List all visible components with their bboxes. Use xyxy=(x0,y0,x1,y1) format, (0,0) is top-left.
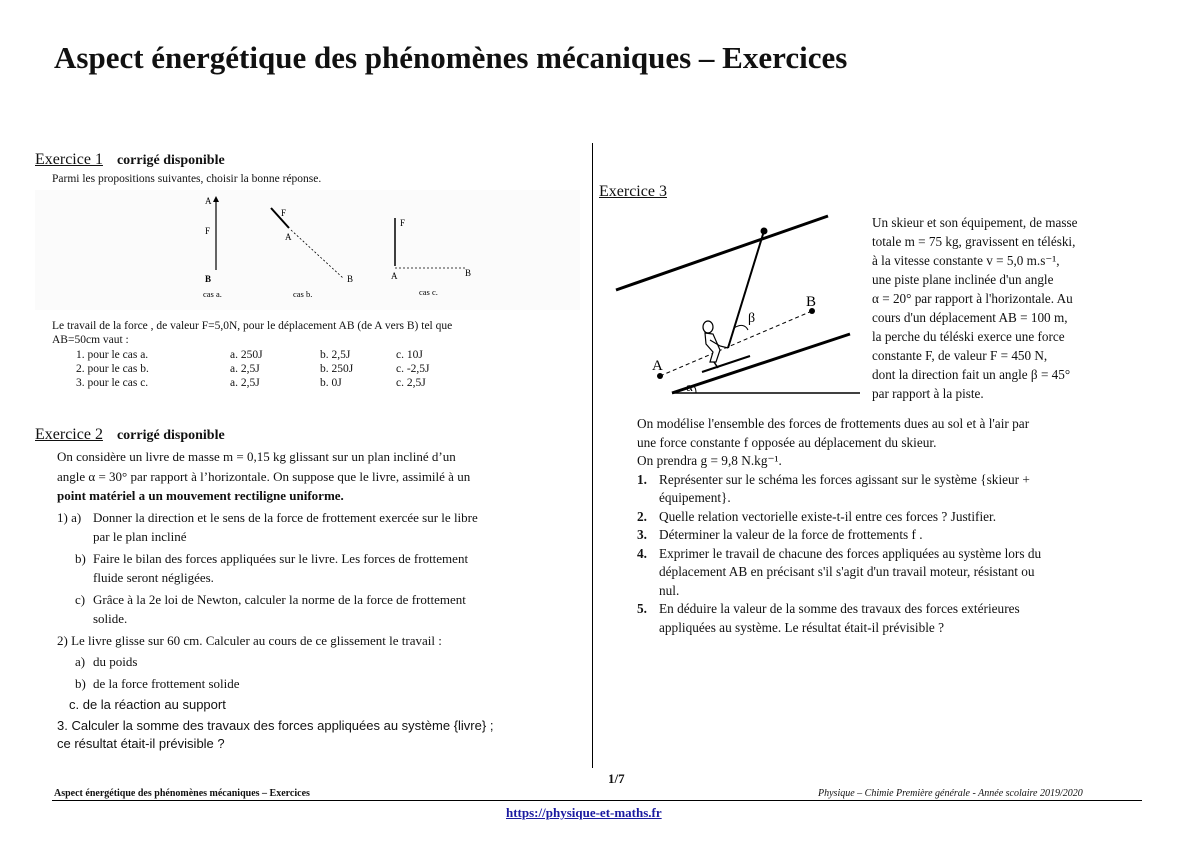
ex3-fig-beta: β xyxy=(748,311,756,326)
ex1-statement xyxy=(52,319,552,347)
ex2-q1a-line1: Donner la direction et le sens de la force de frottement exercée sur le libre xyxy=(93,509,478,525)
page-number: 1/7 xyxy=(608,771,625,786)
ex2-q2a-num: a) xyxy=(75,654,86,669)
ex2-q1c-line1: Grâce à la 2e loi de Newton, calculer la norme de la force de frottement xyxy=(93,591,466,607)
ex3-text-line: α = 20° par rapport à l'horizontale. Au xyxy=(872,291,1073,306)
footer-right: Physique – Chimie Première générale - Année scolaire 2019/2020 xyxy=(818,788,1083,799)
ex3-fig-cable xyxy=(616,216,828,290)
ex1-fig-a-F: F xyxy=(205,226,211,236)
ex2-q3-line1: 3. Calculer la somme des travaux des forces appliquées au système {livre} ; xyxy=(57,717,494,733)
ex3-text-line: à la vitesse constante v = 5,0 m.s⁻¹, xyxy=(872,253,1060,268)
ex2-heading xyxy=(35,426,225,444)
ex1-figure xyxy=(35,190,580,310)
ex3-item-1-l1: Représenter sur le schéma les forces agissant sur le système {skieur + xyxy=(659,471,1030,487)
ex3-text-line: par rapport à la piste. xyxy=(872,386,984,401)
ex1-fig-c-B: B xyxy=(465,268,472,278)
footer-left: Aspect énergétique des phénomènes mécaniques – Exercices xyxy=(54,788,310,799)
ex1-heading xyxy=(35,151,225,169)
ex3-item-5-num: 5. xyxy=(637,601,647,616)
table-row xyxy=(76,376,430,390)
ex2-q2b-text: de la force frottement solide xyxy=(93,675,240,691)
ex3-item-3 xyxy=(637,526,1127,545)
table-row xyxy=(76,362,430,376)
ex1-q1: 1. pour le cas a. xyxy=(76,349,149,361)
ex3-fig-slope xyxy=(672,334,850,393)
ex1-fig-c-F: F xyxy=(400,218,406,228)
ex3-text-line: une piste plane inclinée d'un angle xyxy=(872,272,1054,287)
ex2-q2: 2) Le livre glisse sur 60 cm. Calculer au cours de ce glissement le travail : xyxy=(57,632,442,648)
ex2-q1b-line1: Faire le bilan des forces appliquées sur le livre. Les forces de frottement xyxy=(93,550,469,566)
ex2-q1c-num: c) xyxy=(75,591,86,607)
ex1-fig-a-A: A xyxy=(205,196,212,206)
ex3-item-1 xyxy=(637,471,1127,508)
ex2-q1a xyxy=(57,508,567,547)
ex1-q1-c: c. 10J xyxy=(396,349,423,361)
ex1-statement-line1: Le travail de la force , de valeur F=5,0N, pour le déplacement AB (de A vers B) tel que xyxy=(52,320,453,332)
ex1-q1-a: a. 250J xyxy=(230,349,263,361)
ex2-q2b xyxy=(57,674,567,694)
ex2-intro-3: point matériel a un mouvement rectiligne uniforme. xyxy=(57,488,344,503)
ex1-q2-b: b. 250J xyxy=(320,363,354,375)
ex3-text-line: dont la direction fait un angle β = 45° xyxy=(872,367,1071,382)
ex3-body xyxy=(637,415,1127,637)
ex3-item-4 xyxy=(637,545,1127,601)
ex3-text-line: constante F, de valeur F = 450 N, xyxy=(872,348,1048,363)
ex1-answers-table xyxy=(76,348,430,390)
ex1-fig-b-F: F xyxy=(281,208,287,218)
ex3-description xyxy=(872,213,1122,403)
ex2-q1a-line2: par le plan incliné xyxy=(93,529,187,544)
ex3-text-line: Un skieur et son équipement, de masse xyxy=(872,215,1078,230)
ex3-text-line: la perche du téléski exerce une force xyxy=(872,329,1065,344)
ex1-fig-c-caption: cas c. xyxy=(419,287,438,297)
ex3-item-5 xyxy=(637,600,1127,637)
ex3-heading xyxy=(599,183,667,201)
ex1-q3-c: c. 2,5J xyxy=(396,377,426,389)
ex3-item-4-num: 4. xyxy=(637,545,647,561)
ex2-q2a xyxy=(57,652,567,672)
ex3-item-5-l1: En déduire la valeur de la somme des travaux des forces extérieures xyxy=(659,601,1020,616)
ex2-q1b xyxy=(57,549,567,588)
ex3-fig-A: A xyxy=(652,358,663,374)
website-link[interactable]: https://physique-et-maths.fr xyxy=(506,805,662,820)
ex3-text-line: cours d'un déplacement AB = 100 m, xyxy=(872,310,1068,325)
ex3-item-2 xyxy=(637,508,1127,527)
ex3-item-2-l1: Quelle relation vectorielle existe-t-il entre ces forces ? Justifier. xyxy=(659,508,997,524)
ex3-text-line: totale m = 75 kg, gravissent en téléski, xyxy=(872,234,1076,249)
column-divider xyxy=(592,143,593,768)
ex2-q2a-text: du poids xyxy=(93,654,138,669)
ex2-q3-line2: ce résultat était-il prévisible ? xyxy=(57,735,225,751)
ex2-q1c xyxy=(57,590,567,629)
ex2-q2c: c. de la réaction au support xyxy=(69,697,226,712)
ex3-model-1: On modélise l'ensemble des forces de frottements dues au sol et à l'air par xyxy=(637,416,1030,431)
ex2-q1b-num: b) xyxy=(75,550,86,566)
ex3-fig-alpha: α xyxy=(686,379,693,394)
ex2-intro-2: angle α = 30° par rapport à l’horizontale. On suppose que le livre, assimilé à un xyxy=(57,468,471,484)
ex1-fig-a-caption: cas a. xyxy=(203,289,222,299)
ex3-item-5-l2: appliquées au système. Le résultat était-il prévisible ? xyxy=(659,619,945,635)
ex1-q2-a: a. 2,5J xyxy=(230,363,260,375)
page-title: Aspect énergétique des phénomènes mécaniques – Exercices xyxy=(54,40,848,75)
ex3-model-3: On prendra g = 9,8 N.kg⁻¹. xyxy=(637,453,782,468)
ex1-fig-b-A: A xyxy=(285,232,292,242)
ex1-fig-b-B: B xyxy=(347,274,354,284)
ex3-item-1-num: 1. xyxy=(637,471,647,487)
ex3-item-4-l2: déplacement AB en précisant s'il s'agit d'un travail moteur, résistant ou xyxy=(659,564,1035,579)
ex1-q3: 3. pour le cas c. xyxy=(76,377,149,389)
ex2-q1b-line2: fluide seront négligées. xyxy=(93,570,214,585)
ex1-fig-c-A: A xyxy=(391,271,398,281)
ex2-q1c-line2: solide. xyxy=(93,611,128,626)
ex1-fig-a-B: B xyxy=(205,274,212,284)
ex3-label: Exercice 3 xyxy=(599,183,667,200)
ex2-q2b-num: b) xyxy=(75,675,86,691)
ex3-fig-skier xyxy=(702,321,750,372)
ex3-item-3-l1: Déterminer la valeur de la force de frottements f . xyxy=(659,527,923,542)
ex2-q1a-num: 1) a) xyxy=(57,509,82,525)
ex2-note: corrigé disponible xyxy=(116,428,225,443)
ex3-item-4-l1: Exprimer le travail de chacune des forces appliquées au système lors du xyxy=(659,545,1042,561)
ex1-fig-b-caption: cas b. xyxy=(293,289,313,299)
ex3-figure xyxy=(610,210,865,400)
ex3-fig-B: B xyxy=(806,294,817,310)
ex1-q2: 2. pour le cas b. xyxy=(76,363,149,375)
footer-divider xyxy=(52,800,1142,801)
ex2-body xyxy=(57,447,567,753)
ex1-intro: Parmi les propositions suivantes, choisir la bonne réponse. xyxy=(52,173,322,185)
ex3-fig-beta-arc xyxy=(734,325,748,330)
ex1-label: Exercice 1 xyxy=(35,151,103,168)
ex3-item-4-l3: nul. xyxy=(659,582,680,598)
ex1-q3-a: a. 2,5J xyxy=(230,377,260,389)
table-row xyxy=(76,348,430,362)
ex1-statement-line2: AB=50cm vaut : xyxy=(52,334,129,346)
ex3-item-2-num: 2. xyxy=(637,508,647,524)
ex3-model-2: une force constante f opposée au déplacement du skieur. xyxy=(637,434,937,450)
ex1-q1-b: b. 2,5J xyxy=(320,349,351,361)
ex3-item-3-num: 3. xyxy=(637,527,647,542)
ex2-intro-1: On considère un livre de masse m = 0,15 kg glissant sur un plan incliné d’un xyxy=(57,449,456,464)
ex1-q3-b: b. 0J xyxy=(320,377,342,389)
ex2-label: Exercice 2 xyxy=(35,426,103,443)
ex2-q3 xyxy=(57,717,567,753)
ex1-q2-c: c. -2,5J xyxy=(396,363,430,375)
ex3-item-1-l2: équipement}. xyxy=(659,490,731,505)
ex1-note: corrigé disponible xyxy=(116,153,225,168)
